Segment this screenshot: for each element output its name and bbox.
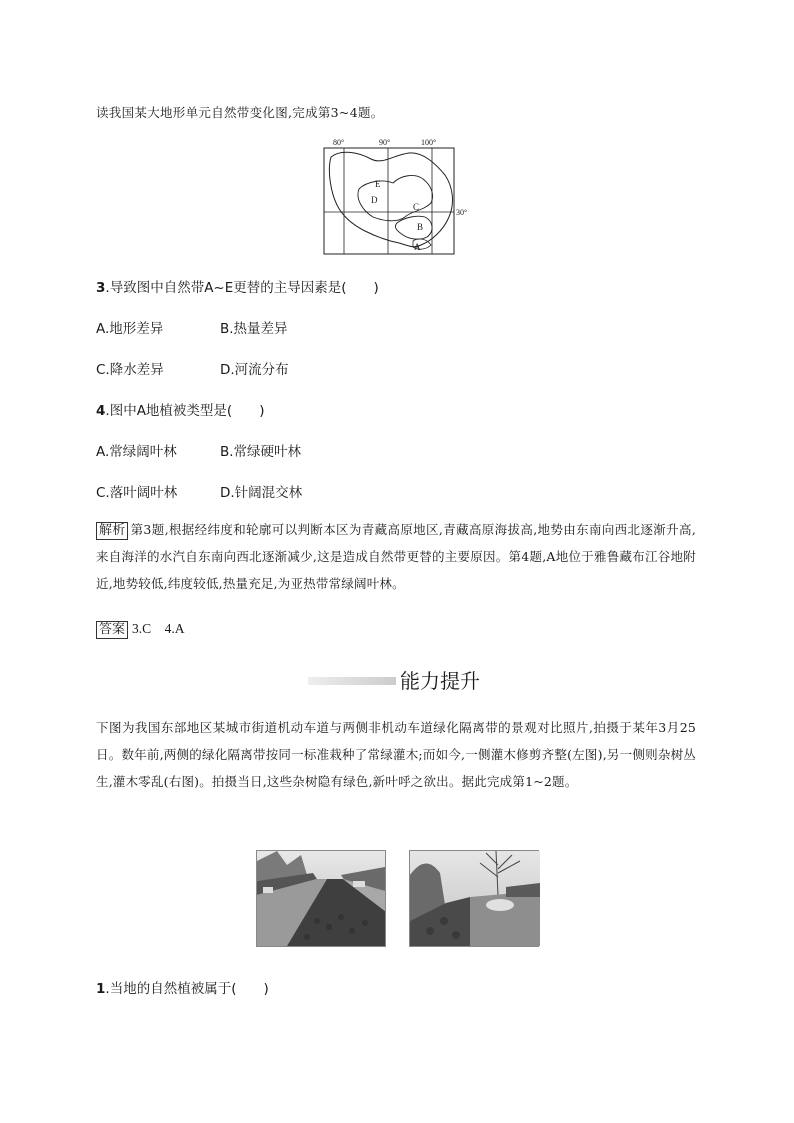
photo-left-svg — [257, 851, 385, 946]
lon-label-100: 100° — [421, 138, 437, 147]
answer-tag: 答案 — [96, 621, 128, 639]
question-4-option-d: D.针阔混交林 — [220, 485, 303, 501]
question-4 — [96, 399, 264, 419]
question-4-option-b: B.常绿硬叶林 — [220, 444, 302, 460]
section-heading-bar — [308, 677, 396, 685]
zone-label-b: B — [417, 222, 424, 232]
question-1-number: 1 — [96, 981, 106, 997]
plateau-outline — [329, 152, 452, 246]
question-3-option-c: C.降水差异 — [96, 362, 164, 378]
question-3-option-a: A.地形差异 — [96, 321, 164, 337]
zone-label-a: A — [414, 242, 421, 252]
photo-right-svg — [410, 851, 540, 946]
question-1-text: .当地的自然植被属于( ) — [105, 981, 269, 997]
question-3-text: .导致图中自然带A~E更替的主导因素是( ) — [105, 280, 379, 296]
question-3-number: 3 — [96, 280, 106, 296]
question-3-option-b: B.热量差异 — [220, 321, 288, 337]
question-4-option-a: A.常绿阔叶林 — [96, 444, 177, 460]
zone-label-e: E — [375, 179, 381, 189]
zone-label-c: C — [413, 202, 420, 212]
tibet-plateau-zone-map — [323, 137, 478, 257]
answer-block — [96, 617, 185, 639]
analysis-text: 第3题,根据经纬度和轮廓可以判断本区为青藏高原地区,青藏高原海拔高,地势由东南向西北逐渐升高,来自海洋的水汽自东南向西北逐渐减少,这是造成自然带更替的主要原因。第4题,A地位于雅鲁藏布江谷地附近,地势较低,纬度较低,热量充足,为亚热带常绿阔叶林。 — [96, 522, 696, 591]
zone-label-d: D — [371, 195, 378, 205]
passage-text: 下图为我国东部地区某城市街道机动车道与两侧非机动车道绿化隔离带的景观对比照片,拍摄于某年3月25日。数年前,两侧的绿化隔离带按同一标准栽种了常绿灌木;而如今,一侧灌木修剪齐整(左图),另一侧则杂树丛生,灌木零乱(右图)。拍摄当日,这些杂树隐有绿色,新叶呼之欲出。据此完成第1~2题。 — [96, 720, 696, 789]
map-svg — [323, 137, 478, 257]
lon-label-80: 80° — [333, 138, 345, 147]
analysis-block — [96, 516, 696, 597]
question-4-option-c: C.落叶阔叶林 — [96, 485, 178, 501]
question-1 — [96, 977, 269, 997]
zone-d-boundary — [358, 176, 433, 221]
lat-label-30: 30° — [456, 208, 468, 217]
question-3 — [96, 276, 379, 296]
photo-left-trimmed-shrubs — [256, 850, 386, 947]
photo-right-overgrown-shrubs — [409, 850, 539, 947]
question-3-option-d: D.河流分布 — [220, 362, 289, 378]
section-heading — [308, 665, 508, 695]
analysis-tag: 解析 — [96, 522, 128, 540]
question-4-number: 4 — [96, 403, 106, 419]
intro-text: 读我国某大地形单元自然带变化图,完成第3~4题。 — [96, 105, 384, 120]
lon-label-90: 90° — [379, 138, 391, 147]
answer-text: 3.C 4.A — [132, 621, 185, 636]
section-title: 能力提升 — [400, 669, 480, 693]
question-4-text: .图中A地植被类型是( ) — [105, 403, 265, 419]
